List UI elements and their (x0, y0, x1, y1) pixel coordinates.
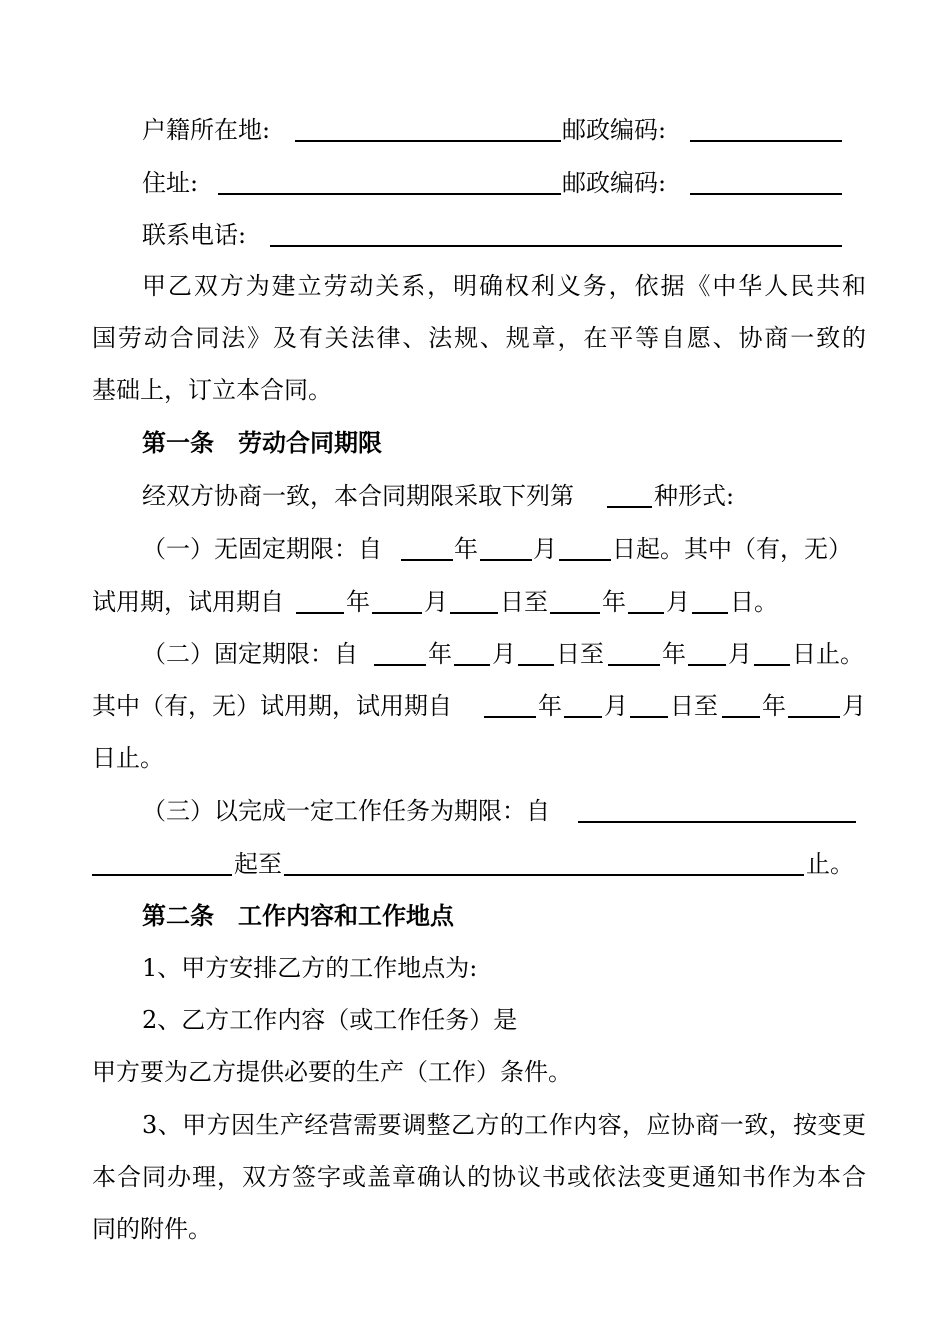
phone-label: 联系电话: (142, 221, 247, 249)
opt2-end-day-blank[interactable] (754, 664, 790, 666)
option2-line-1: （二）固定期限：自 年 月 日至 年 月 日止。 (142, 640, 864, 668)
postcode-label-2: 邮政编码: (562, 169, 667, 197)
intro-line-3: 基础上，订立本合同。 (92, 376, 332, 404)
hukou-label: 户籍所在地: (142, 116, 271, 144)
postcode-blank-1[interactable] (690, 140, 842, 142)
option2-line-2: 其中（有，无）试用期，试用期自 年 月 日至 年 月 (92, 692, 866, 720)
article2-title: 第二条 工作内容和工作地点 (142, 902, 454, 930)
opt2-year-blank[interactable] (374, 664, 426, 666)
opt1-prob-year-blank[interactable] (296, 612, 344, 614)
opt2-end-year-blank[interactable] (608, 664, 660, 666)
intro-line-1: 甲乙双方为建立劳动关系，明确权利义务，依据《中华人民共和 (142, 272, 866, 300)
option2-line-3: 日止。 (92, 744, 164, 772)
opt1-year-blank[interactable] (401, 559, 453, 561)
opt3-start-blank[interactable] (578, 821, 856, 823)
opt2-month-blank[interactable] (454, 664, 490, 666)
article1-lead: 经双方协商一致，本合同期限采取下列第 种形式: (142, 482, 735, 510)
opt1-prob-end-year-blank[interactable] (550, 612, 600, 614)
opt2-day-blank[interactable] (518, 664, 554, 666)
opt2-prob-day-blank[interactable] (630, 716, 668, 718)
article2-item1: 1、甲方安排乙方的工作地点为: (142, 954, 478, 982)
hukou-line (0, 112, 950, 148)
opt2-prob-end-month-blank[interactable] (788, 716, 840, 718)
opt1-prob-end-month-blank[interactable] (628, 612, 664, 614)
opt3-start-blank-cont[interactable] (92, 874, 232, 876)
opt2-prob-end-year-blank[interactable] (722, 716, 760, 718)
option1-line-2: 试用期，试用期自 年 月 日至 年 月 日。 (92, 588, 778, 616)
option3-line-2: 起至 止。 (0, 846, 950, 882)
address-line (0, 165, 950, 201)
phone-blank[interactable] (270, 245, 842, 247)
article1-title: 第一条 劳动合同期限 (142, 429, 382, 457)
opt2-prob-year-blank[interactable] (484, 716, 536, 718)
article2-item2b: 甲方要为乙方提供必要的生产（工作）条件。 (92, 1058, 572, 1086)
article2-item3-line2: 本合同办理，双方签字或盖章确认的协议书或依法变更通知书作为本合 (92, 1163, 866, 1191)
address-blank[interactable] (218, 193, 561, 195)
form-number-blank[interactable] (607, 506, 652, 508)
opt1-month-blank[interactable] (480, 559, 532, 561)
address-label: 住址: (142, 169, 199, 197)
postcode-label-1: 邮政编码: (562, 116, 667, 144)
phone-line (0, 217, 950, 253)
article2-item3-line3: 同的附件。 (92, 1215, 212, 1243)
option3-line-1: （三）以完成一定工作任务为期限：自 (0, 793, 950, 829)
article2-item3-line1: 3、甲方因生产经营需要调整乙方的工作内容，应协商一致，按变更 (142, 1111, 866, 1139)
opt1-prob-month-blank[interactable] (372, 612, 422, 614)
opt2-end-month-blank[interactable] (688, 664, 726, 666)
intro-line-2: 国劳动合同法》及有关法律、法规、规章，在平等自愿、协商一致的 (92, 324, 866, 352)
hukou-blank[interactable] (295, 140, 561, 142)
opt3-end-blank[interactable] (284, 874, 804, 876)
opt1-day-blank[interactable] (559, 559, 611, 561)
postcode-blank-2[interactable] (690, 193, 842, 195)
opt1-prob-end-day-blank[interactable] (692, 612, 728, 614)
article2-item2: 2、乙方工作内容（或工作任务）是 (142, 1006, 518, 1034)
opt2-prob-month-blank[interactable] (564, 716, 602, 718)
option1-line-1: （一）无固定期限：自 年 月 日起。其中（有，无） (142, 535, 852, 563)
opt1-prob-day-blank[interactable] (450, 612, 498, 614)
